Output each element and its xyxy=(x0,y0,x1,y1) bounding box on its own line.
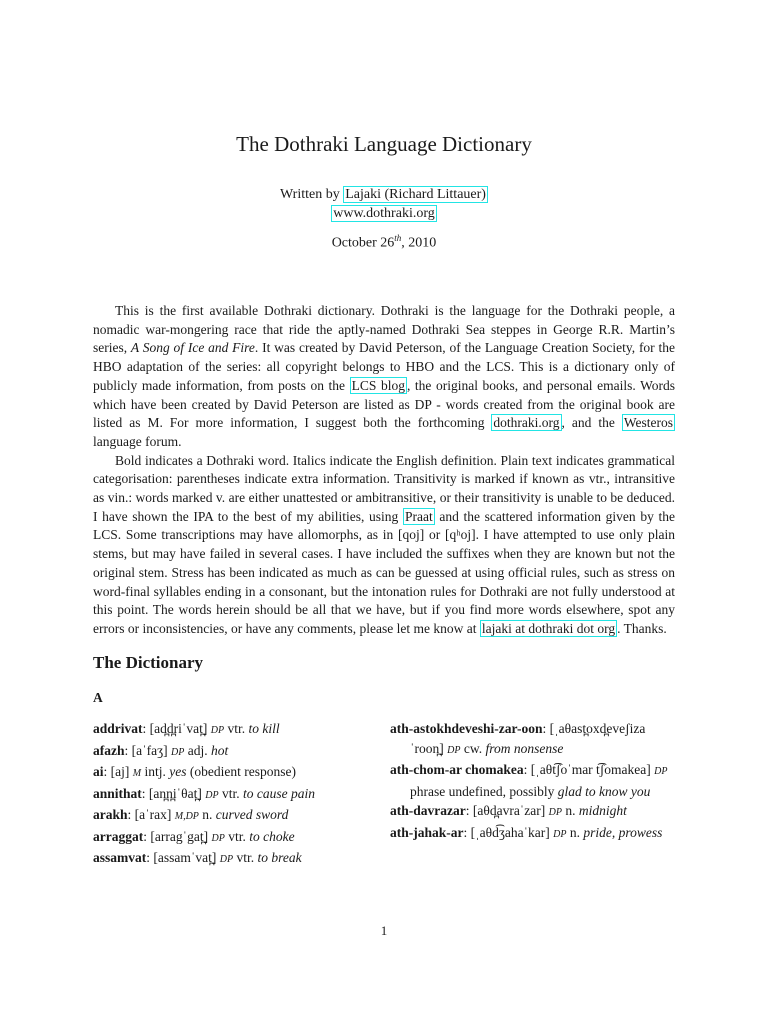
ipa: [ˌaθd͡ʒahaˈkar] xyxy=(470,824,550,840)
source-tag: DP xyxy=(170,746,185,758)
ipa: [aˈrax] xyxy=(134,807,172,822)
intro-text: . Thanks. xyxy=(617,620,667,636)
author-link[interactable]: Lajaki (Richard Littauer) xyxy=(345,187,486,202)
headword: ath-davrazar xyxy=(390,803,466,818)
part-of-speech: cw. xyxy=(463,740,483,756)
source-tag: DP xyxy=(553,828,567,840)
source-tag: DP xyxy=(447,744,461,756)
dictionary-entry: annithat: [an̪n̪iˈθat̪] DP vtr. to cause pain xyxy=(93,785,315,801)
source-tag: DP xyxy=(548,807,562,818)
part-of-speech: phrase undefined, possibly xyxy=(410,783,555,799)
part-of-speech: vtr. xyxy=(228,828,246,844)
entry-note: (obedient response) xyxy=(189,764,296,779)
headword: assamvat xyxy=(93,850,147,865)
headword: ath-astokhdeveshi-zar-oon xyxy=(390,721,543,736)
headword: arraggat xyxy=(93,828,144,844)
part-of-speech: n. xyxy=(565,803,576,818)
dictionary-entry: arraggat: [arragˈgat̪] DP vtr. to choke xyxy=(93,828,295,844)
headword: ath-chom-ar chomakea xyxy=(390,762,524,777)
headword: afazh xyxy=(93,742,125,758)
definition: to kill xyxy=(248,721,280,736)
document-date xyxy=(0,233,768,252)
source-tag: DP xyxy=(654,766,668,777)
part-of-speech: vtr. xyxy=(221,785,240,801)
entries-left-column xyxy=(93,719,373,870)
dothraki-org-link[interactable]: dothraki.org xyxy=(493,415,560,431)
definition: to cause pain xyxy=(242,785,315,801)
intro-paragraph-2 xyxy=(93,452,675,639)
definition: yes xyxy=(169,764,187,779)
intro-text: Bold indicates a Dothraki word. Italics indicate the English definition. Plain text indicates grammatical categorisation: parentheses indicate extra information. Transitivity is marked if known as vtr., intransitive as vin.: words marked v. are either unattested or ambitransitive, or their transitivity is unable to be deduced. I have shown the IPA to the best of my abilities, using xyxy=(93,452,675,524)
praat-link[interactable]: Praat xyxy=(404,508,433,524)
source-tag: DP xyxy=(211,832,225,844)
intro-paragraph-1 xyxy=(93,302,675,452)
part-of-speech: vtr. xyxy=(236,850,255,865)
definition: curved sword xyxy=(215,807,289,822)
written-by-label: Written by xyxy=(280,187,340,202)
definition: midnight xyxy=(578,803,627,818)
dictionary-entry: addrivat: [ad̪d̪riˈvat̪] DP vtr. to kill xyxy=(93,721,280,736)
document-title: The Dothraki Language Dictionary xyxy=(236,132,532,156)
dictionary-entry: ath-chom-ar chomakea: [ˌaθt͡ʃoˈmar t͡ʃomakea] DP phrase undefined, possibly glad to know you xyxy=(390,762,668,799)
ipa: [ad̪d̪riˈvat̪] xyxy=(149,721,208,736)
date-text: October 26 xyxy=(331,235,395,251)
byline xyxy=(0,185,768,223)
email-link[interactable]: lajaki at dothraki dot org xyxy=(481,620,616,636)
intro-text: and the scattered information given by the LCS. Some transcriptions may have allomorphs, as in [qoj] or [qʰoj]. I have attempted to use only plain stems, but may have failed in several cases. I have included the suffixes when they are known but not the original stem. Stress has been indicated as much as can be guessed at using official rules, such as stress on word-final syllables ending in a consonant, but the intonation rules for Dothraki are not fully understood at this point. The words herein should be all that we have, but if you find more words elsewhere, spot any errors or inconsistencies, or have any comments, please let me know at xyxy=(93,508,675,636)
dictionary-entry: arakh: [aˈrax] M,DP n. curved sword xyxy=(93,807,289,822)
westeros-link[interactable]: Westeros xyxy=(623,415,673,431)
headword: ai xyxy=(93,764,104,779)
part-of-speech: adj. xyxy=(187,742,208,758)
dictionary-entry: afazh: [aˈfaʒ] DP adj. hot xyxy=(93,742,229,758)
intro-text: This is the first available Dothraki dictionary. Dothraki is the language for the Dothraki people, a nomadic war-mongering race that ride the aptly-named Dothraki Sea steppes in George R.R. Martin’s series, xyxy=(93,303,675,356)
book-title: A Song of Ice and Fire xyxy=(130,340,255,356)
definition: hot xyxy=(210,742,229,758)
part-of-speech: n. xyxy=(202,807,213,822)
intro-text: language forum. xyxy=(93,433,182,449)
ipa: [aθd̪avraˈzar] xyxy=(472,803,546,818)
lcs-blog-link[interactable]: LCS blog xyxy=(351,377,405,393)
part-of-speech: vtr. xyxy=(227,721,246,736)
date-superscript: th xyxy=(394,233,402,243)
introduction xyxy=(93,302,675,639)
part-of-speech: n. xyxy=(569,824,581,840)
ipa: [aj] xyxy=(110,764,130,779)
intro-text: , and the xyxy=(561,415,622,431)
definition: from nonsense xyxy=(485,740,564,756)
letter-heading: A xyxy=(93,690,103,705)
source-tag: DP xyxy=(210,725,225,736)
headword: annithat xyxy=(93,785,142,801)
dictionary-entry: ath-jahak-ar: [ˌaθd͡ʒahaˈkar] DP n. pride, prowess xyxy=(390,824,663,840)
intro-text: . It was created by David Peterson, of the Language Creation Society, for the HBO adaptation of the series: all copyright belongs to HBO and the LCS. This is a dictionary only of publicly made information, from posts on the xyxy=(93,340,675,393)
ipa: [assamˈvat̪] xyxy=(153,850,217,865)
part-of-speech: intj. xyxy=(144,764,166,779)
ipa: [ˌaθt͡ʃoˈmar t͡ʃomakea] xyxy=(530,762,651,777)
dictionary-entry: ath-astokhdeveshi-zar-oon: [ˌaθast̪oxd̪eveʃizaˈroon̪] DP cw. from nonsense xyxy=(390,721,646,756)
headword: arakh xyxy=(93,807,128,822)
ipa: [ˌaθast̪oxd̪eveʃizaˈroon̪] xyxy=(410,721,646,756)
dictionary-entry: ath-davrazar: [aθd̪avraˈzar] DP n. midnight xyxy=(390,803,627,818)
definition: glad to know you xyxy=(557,783,651,799)
ipa: [arragˈgat̪] xyxy=(150,828,209,844)
headword: addrivat xyxy=(93,721,143,736)
definition: to break xyxy=(257,850,302,865)
source-tag: DP xyxy=(219,854,234,865)
page-number: 1 xyxy=(380,923,388,938)
section-heading: The Dictionary xyxy=(93,653,204,672)
website-link[interactable]: www.dothraki.org xyxy=(333,206,435,221)
definition: pride, prowess xyxy=(583,824,663,840)
dictionary-entry: ai: [aj] M intj. yes (obedient response) xyxy=(93,764,296,779)
intro-text: , the original books, and personal emails. Words which have been created by David Peterson are listed as DP - words created from the original book are listed as M. For more information, I suggest both the forthcoming xyxy=(93,377,675,431)
definition: to choke xyxy=(249,828,295,844)
date-year: , 2010 xyxy=(401,235,437,251)
dictionary-entry: assamvat: [assamˈvat̪] DP vtr. to break xyxy=(93,850,302,865)
ipa: [aˈfaʒ] xyxy=(131,742,168,758)
source-tag: DP xyxy=(205,789,219,801)
source-tag: M,DP xyxy=(174,811,199,822)
source-tag: M xyxy=(132,768,142,779)
headword: ath-jahak-ar xyxy=(390,824,464,840)
ipa: [an̪n̪iˈθat̪] xyxy=(148,785,202,801)
entries-right-column xyxy=(390,719,676,844)
